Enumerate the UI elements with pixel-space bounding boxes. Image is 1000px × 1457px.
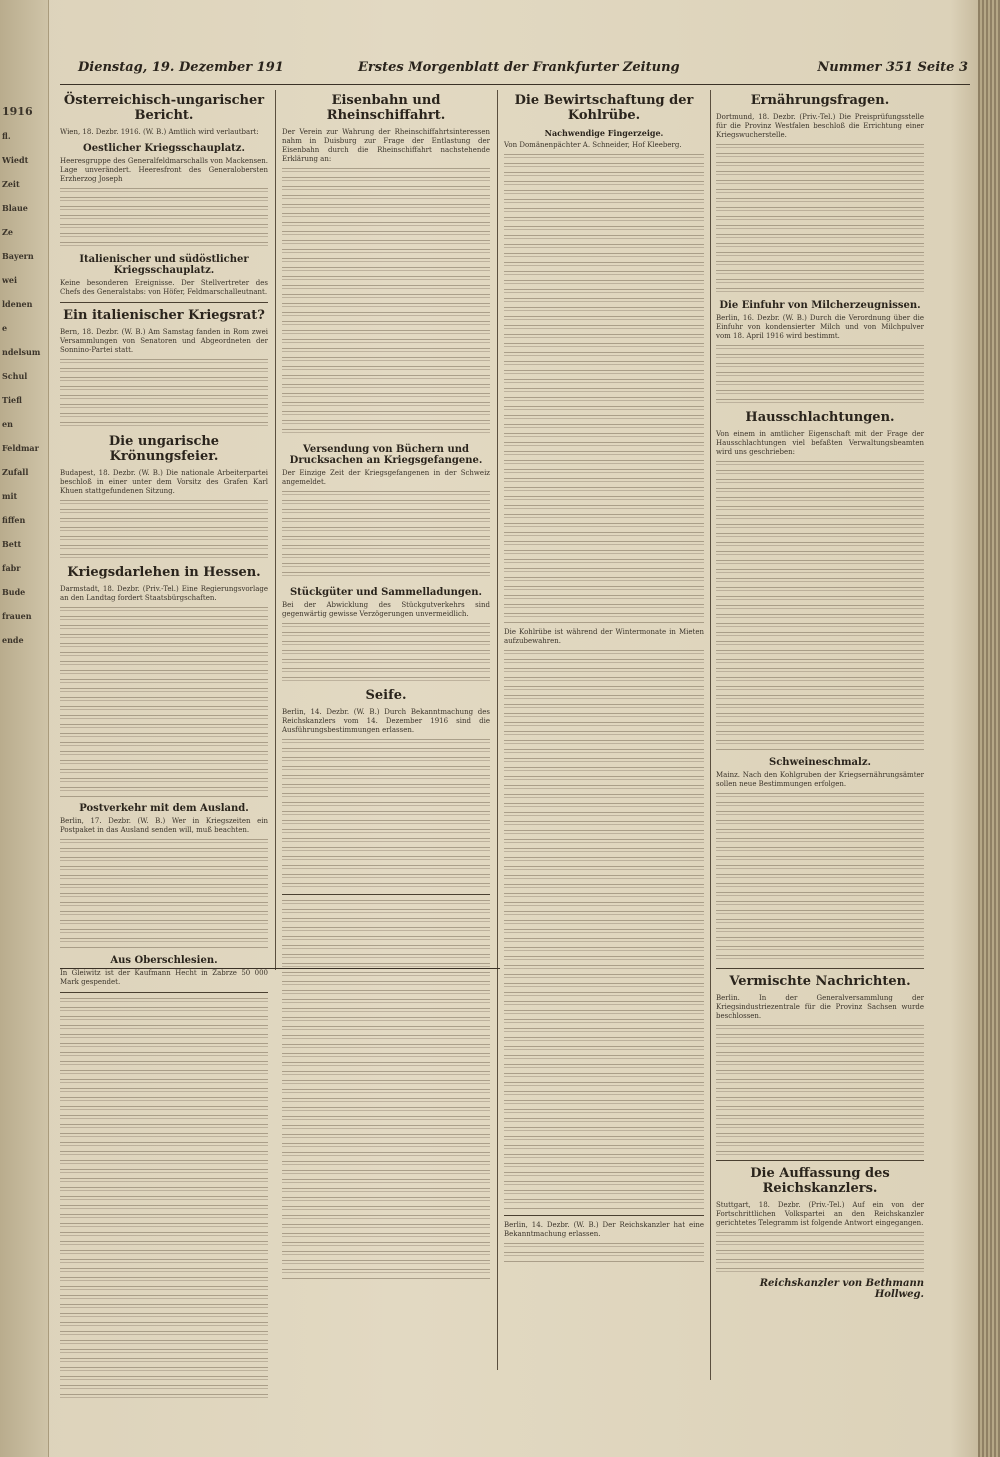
article-text: Berlin. In der Generalversammlung der Kriegsindustriezentrale für die Provinz Sachsen wurde beschlossen. <box>716 993 924 1020</box>
previous-page-fragment <box>2 100 46 652</box>
margin-fragment: Tiefl <box>2 395 22 405</box>
margin-fragment: fl. <box>2 131 11 141</box>
margin-fragment: ndelsum <box>2 347 41 357</box>
margin-fragment: ldenen <box>2 299 33 309</box>
article-text: Wien, 18. Dezbr. 1916. (W. B.) Amtlich wird verlautbart: <box>60 127 259 136</box>
header-date: Dienstag, 19. Dezember 191 <box>78 60 284 75</box>
margin-fragment: wei <box>2 275 18 285</box>
margin-year: 1916 <box>2 105 33 118</box>
headline: Hausschlachtungen. <box>745 409 895 425</box>
column-2 <box>282 88 490 1284</box>
margin-fragment: fiffen <box>2 515 26 525</box>
margin-fragment: fabr <box>2 563 21 573</box>
margin-fragment: frauen <box>2 611 32 621</box>
text-block <box>504 1243 704 1263</box>
headline: Vermischte Nachrichten. <box>729 973 911 989</box>
subheadline: Italienischer und südöstlicher Kriegsschauplatz. <box>79 253 249 276</box>
subheadline: Versendung von Büchern und Drucksachen an Kriegsgefangene. <box>289 443 483 466</box>
text-block <box>716 461 924 751</box>
article-text: Der Verein zur Wahrung der Rheinschiffahrtsinteressen nahm in Duisburg zur Frage der Entlastung der Eisenbahn durch die Rheinschiffahrt nachstehende Erklärung an: <box>282 127 490 163</box>
subheadline: Aus Oberschlesien. <box>110 954 218 966</box>
headline: Die Bewirtschaftung der Kohlrübe. <box>514 93 694 123</box>
header-rule <box>60 84 970 85</box>
divider <box>504 1215 704 1216</box>
margin-fragment: Zufall <box>2 467 29 477</box>
subheadline: Die Einfuhr von Milcherzeugnissen. <box>719 299 921 311</box>
header-page-number: Nummer 351 Seite 3 <box>817 60 968 75</box>
text-block <box>716 345 924 405</box>
headline: Ein italienischer Kriegsrat? <box>63 307 265 323</box>
article-text: Berlin, 14. Dezbr. (W. B.) Durch Bekanntmachung des Reichskanzlers vom 14. Dezember 1916 sind die Ausführungsbestimmungen erlassen. <box>282 707 490 734</box>
text-block <box>716 144 924 294</box>
column-divider <box>497 90 498 1370</box>
article-text: Mainz. Nach den Kohlgruben der Kriegsernährungsämter sollen neue Bestimmungen erfolgen. <box>716 770 924 788</box>
column-divider <box>710 90 711 1380</box>
margin-fragment: Feldmar <box>2 443 39 453</box>
article-text: In Gleiwitz ist der Kaufmann Hecht in Zabrze 50 000 Mark gespendet. <box>60 968 268 986</box>
subheadline: Schweineschmalz. <box>769 756 871 768</box>
divider <box>716 1160 924 1161</box>
text-block <box>60 500 268 560</box>
text-block <box>282 900 490 1280</box>
subheadline: Oestlicher Kriegsschauplatz. <box>83 142 245 154</box>
subheadline: Postverkehr mit dem Ausland. <box>79 802 249 814</box>
headline: Ernährungsfragen. <box>750 93 890 108</box>
article-text: Die Kohlrübe ist während der Wintermonate in Mieten aufzubewahren. <box>504 627 704 645</box>
text-block <box>60 998 268 1398</box>
text-block <box>716 793 924 963</box>
text-block <box>282 739 490 889</box>
article-text: Stuttgart, 18. Dezbr. (Priv.-Tel.) Auf ein von der Fortschrittlichen Volkspartei an den Reichskanzler gerichtetes Telegramm ist folgende Antwort eingegangen. <box>716 1200 924 1227</box>
margin-fragment: Blaue <box>2 203 28 213</box>
page-stack-edge <box>978 0 1000 1457</box>
text-block <box>60 839 268 949</box>
margin-fragment: Bett <box>2 539 22 549</box>
headline: Kriegsdarlehen in Hessen. <box>67 564 261 580</box>
text-block <box>282 491 490 581</box>
headline: Die ungarische Krönungsfeier. <box>108 433 220 464</box>
article-text: Berlin, 17. Dezbr. (W. B.) Wer in Kriegszeiten ein Postpaket in das Ausland senden will, muß beachten. <box>60 816 268 834</box>
divider <box>60 992 268 993</box>
text-block <box>716 1232 924 1272</box>
column-divider <box>275 90 276 970</box>
divider <box>716 968 924 969</box>
article-text: Dortmund, 18. Dezbr. (Priv.-Tel.) Die Preisprüfungsstelle für die Provinz Westfalen beschloß die Errichtung einer Kriegswucherstelle. <box>716 112 924 139</box>
text-block <box>60 607 268 797</box>
header-edition: Erstes Morgenblatt der Frankfurter Zeitung <box>358 60 680 75</box>
article-text: Von einem in amtlicher Eigenschaft mit der Frage der Hausschlachtungen viel befaßten Verwaltungsbeamten wird uns geschrieben: <box>716 429 924 456</box>
margin-fragment: mit <box>2 491 18 501</box>
article-text: Berlin, 16. Dezbr. (W. B.) Durch die Verordnung über die Einfuhr von kondensierter Milch und von Milchpulver vom 18. April 1916 wird bestimmt. <box>716 313 924 340</box>
text-block <box>60 359 268 429</box>
subtitle: Nachwendige Fingerzeige. <box>544 127 664 138</box>
article-text: Heeresgruppe des Generalfeldmarschalls von Mackensen. Lage unverändert. Heeresfront des Generalobersten Erzherzog Joseph <box>60 156 268 183</box>
page-header <box>58 60 978 84</box>
article-text: Bern, 18. Dezbr. (W. B.) Am Samstag fanden in Rom zwei Versammlungen von Senatoren und Abgeordneten der Sonnino-Partei statt. <box>60 327 268 354</box>
margin-fragment: ende <box>2 635 24 645</box>
margin-fragment: Bude <box>2 587 26 597</box>
margin-fragment: en <box>2 419 13 429</box>
headline: Die Auffassung des Reichskanzlers. <box>750 1165 890 1196</box>
article-text: Berlin, 14. Dezbr. (W. B.) Der Reichskanzler hat eine Bekanntmachung erlassen. <box>504 1220 704 1238</box>
margin-fragment: Schul <box>2 371 28 381</box>
article-text: Von Domänenpächter A. Schneider, Hof Kleeberg. <box>504 140 682 149</box>
text-block <box>282 168 490 438</box>
article-text: Budapest, 18. Dezbr. (W. B.) Die nationale Arbeiterpartei beschloß in einer unter dem Vorsitz des Grafen Karl Khuen stattgefundenen Sitzung. <box>60 468 268 495</box>
article-text: Darmstadt, 18. Dezbr. (Priv.-Tel.) Eine Regierungsvorlage an den Landtag fordert Staatsbürgschaften. <box>60 584 268 602</box>
subheadline: Stückgüter und Sammelladungen. <box>289 586 483 598</box>
headline: Seife. <box>365 687 407 703</box>
headline: Eisenbahn und Rheinschiffahrt. <box>326 93 446 123</box>
margin-fragment: e <box>2 323 8 333</box>
text-block <box>282 623 490 683</box>
margin-fragment: Bayern <box>2 251 34 261</box>
text-block <box>716 1025 924 1155</box>
article-text: Bei der Abwicklung des Stückgutverkehrs sind gegenwärtig gewisse Verzögerungen unvermeidlich. <box>282 600 490 618</box>
signature: Reichskanzler von Bethmann Hollweg. <box>759 1277 924 1300</box>
margin-fragment: Zeit <box>2 179 20 189</box>
divider <box>282 894 490 895</box>
margin-fragment: Wiedt <box>2 155 29 165</box>
divider <box>60 302 268 303</box>
margin-fragment: Ze <box>2 227 13 237</box>
column-3 <box>504 88 704 1267</box>
column-4 <box>716 88 924 1300</box>
text-block <box>504 650 704 1210</box>
text-block <box>60 188 268 248</box>
text-block <box>504 154 704 624</box>
column-1 <box>60 88 268 1402</box>
article-text: Keine besonderen Ereignisse. Der Stellvertreter des Chefs des Generalstabs: von Höfer, Feldmarschalleutnant. <box>60 278 268 296</box>
headline: Österreichisch-ungarischer Bericht. <box>63 93 265 123</box>
article-text: Der Einzige Zeit der Kriegsgefangenen in der Schweiz angemeldet. <box>282 468 490 486</box>
